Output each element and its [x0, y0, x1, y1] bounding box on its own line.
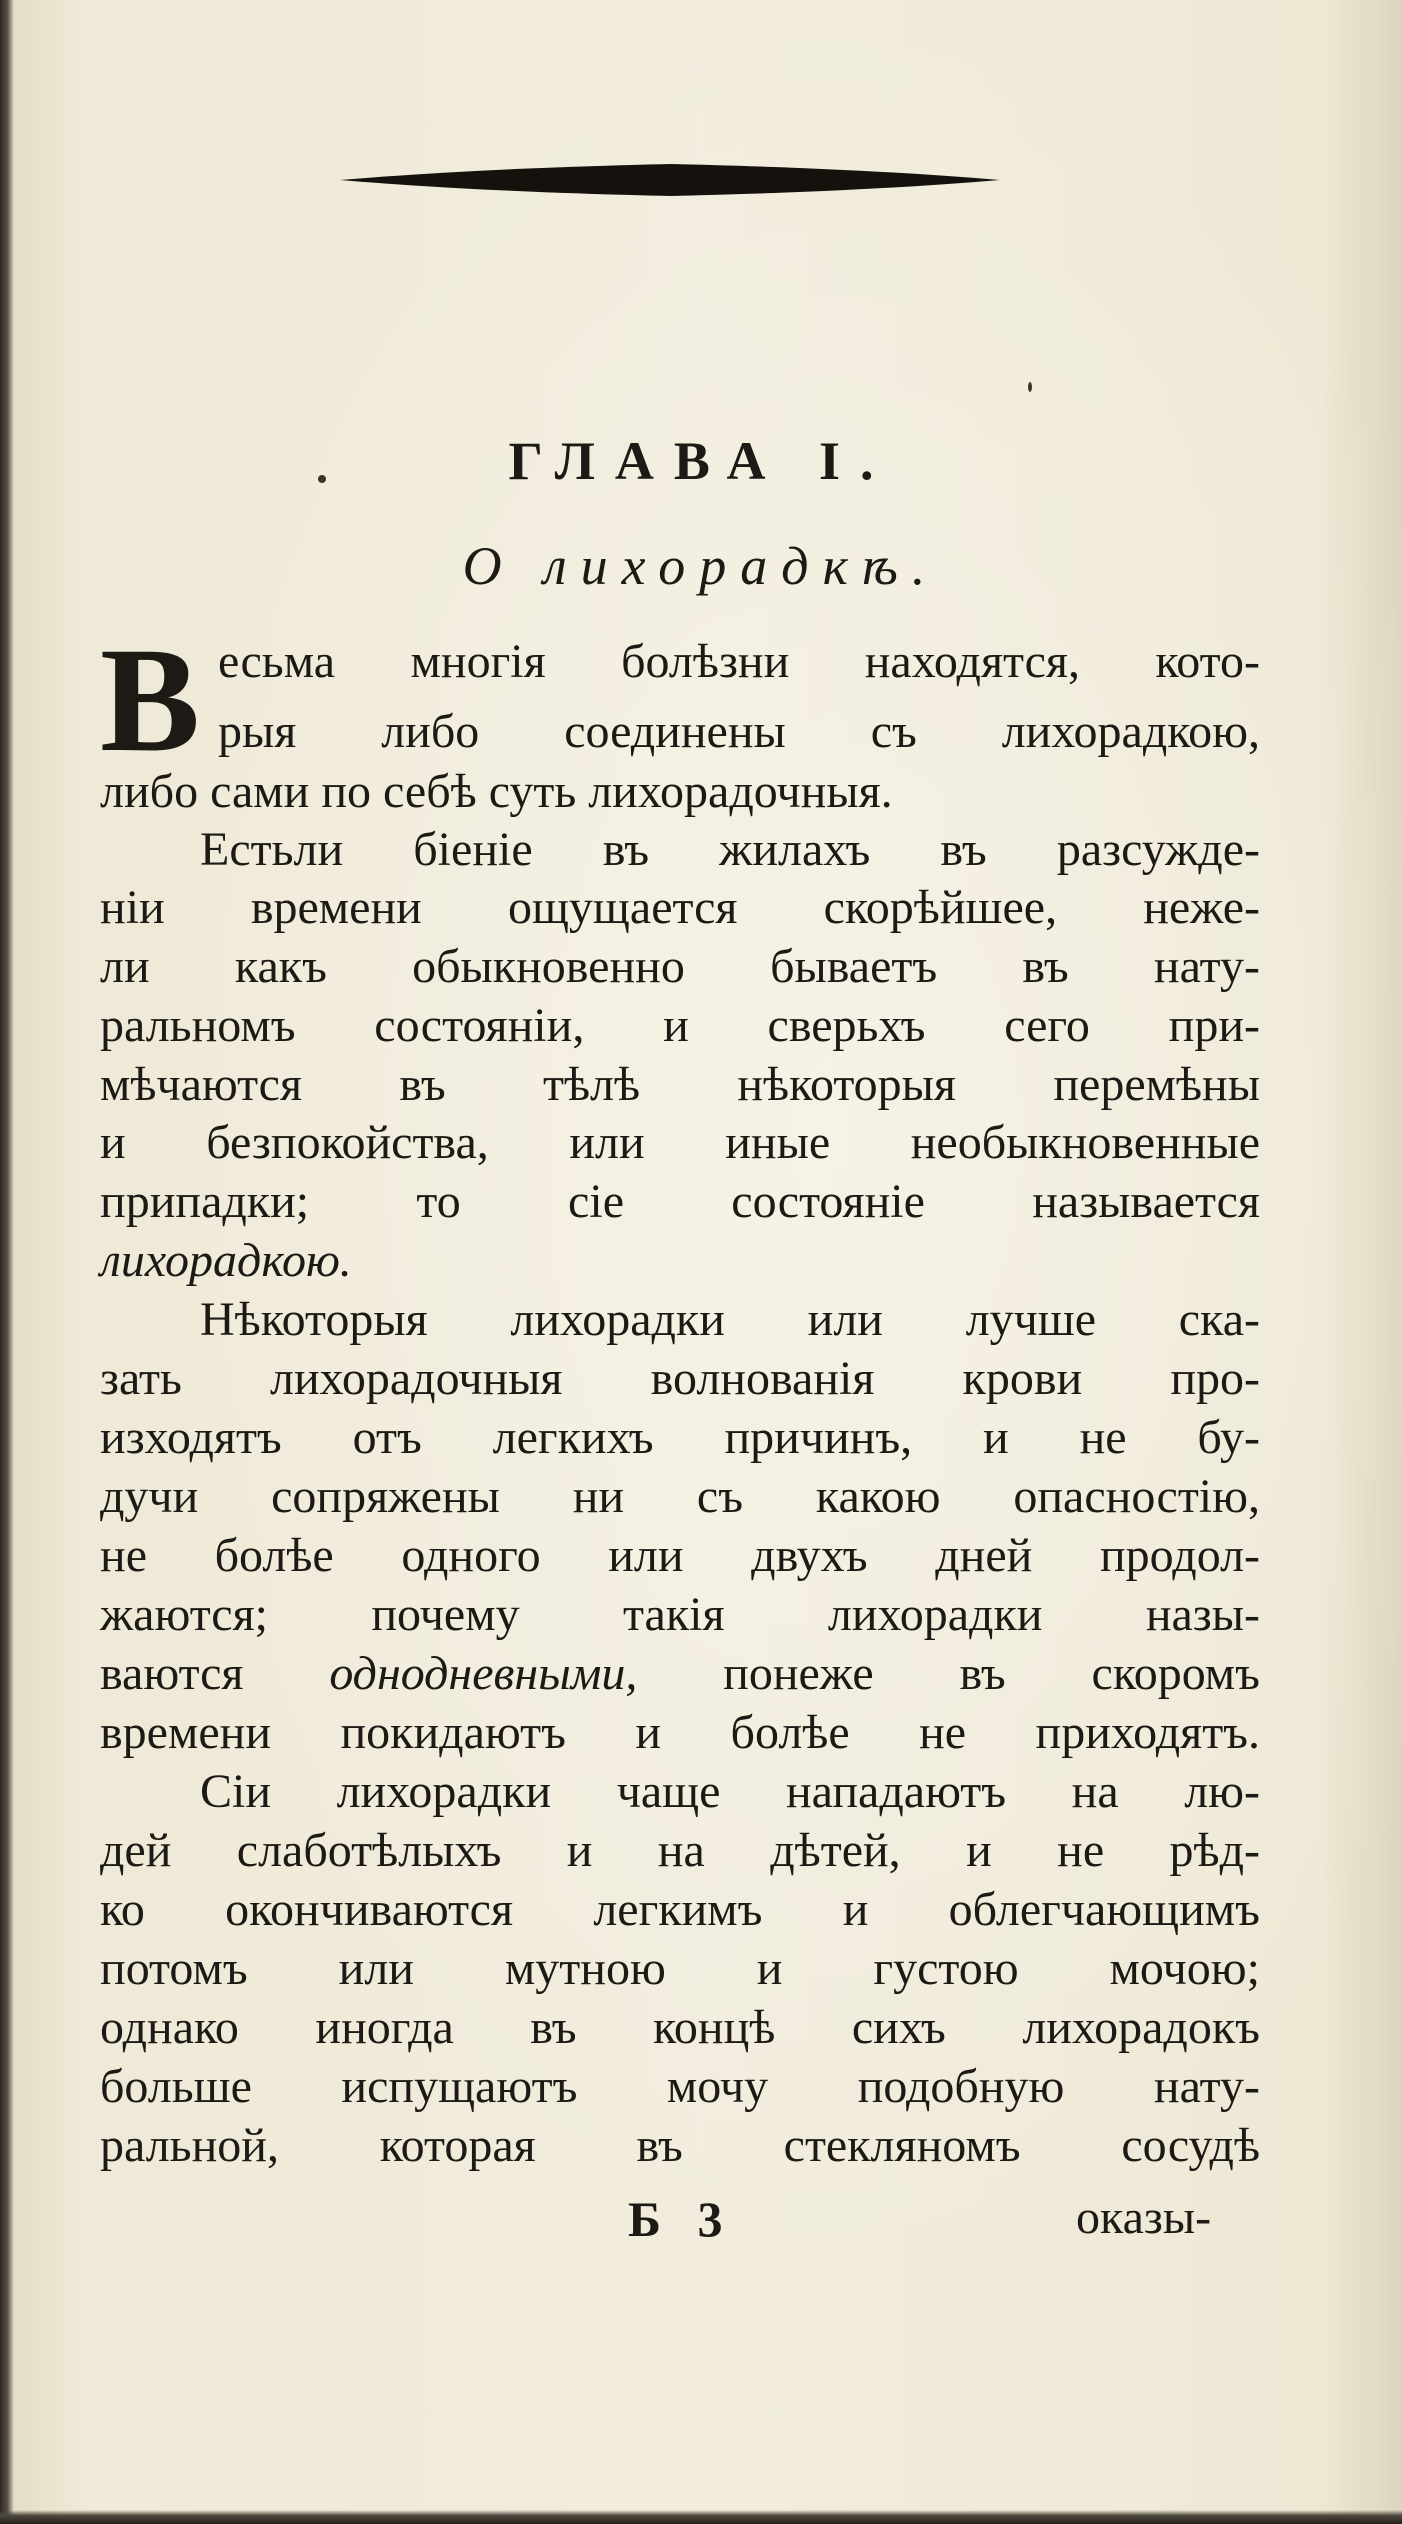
text-line: либо сами по себѣ суть лихорадочныя.	[100, 765, 893, 818]
text-line: Нѣкоторыя лихорадки или лучше ска-	[200, 1293, 1260, 1346]
text-line: припадки; то сiе состоянiе называется	[100, 1175, 1260, 1228]
text-line: времени покидаютъ и болѣе не приходятъ.	[100, 1706, 1260, 1759]
text-line: и безпокойства, или иные необыкновенные	[100, 1116, 1260, 1169]
text-line: однако иногда въ концѣ сихъ лихорадокъ	[100, 2001, 1260, 2054]
ink-speck	[1028, 382, 1032, 392]
drop-cap: В	[100, 617, 201, 783]
text-line: Естьли бiенiе въ жилахъ въ разсужде-	[200, 823, 1260, 876]
text-segment-italic: однодневными,	[329, 1647, 638, 1700]
page-left-edge-shadow	[0, 0, 14, 2524]
text-line: мѣчаются въ тѣлѣ нѣкоторыя перемѣны	[100, 1058, 1260, 1111]
page-bottom-edge-shadow	[0, 2510, 1402, 2524]
text-line: ли какъ обыкновенно бываетъ въ нату-	[100, 940, 1260, 993]
text-line	[100, 1644, 1260, 1704]
text-segment: ваются	[100, 1647, 244, 1700]
text-line: потомъ или мутною и густою мочою;	[100, 1942, 1260, 1995]
text-line: нiи времени ощущается скорѣйшее, неже-	[100, 881, 1260, 934]
text-line: дучи сопряжены ни съ какою опасностiю,	[100, 1470, 1260, 1523]
text-line: жаются; почему такiя лихорадки назы-	[100, 1588, 1260, 1641]
catchword: оказы-	[1076, 2191, 1212, 2244]
text-line: ральномъ состоянiи, и сверьхъ сего при-	[100, 999, 1260, 1052]
text-line: ральной, которая въ стекляномъ сосудѣ	[100, 2119, 1260, 2172]
text-line: не болѣе одного или двухъ дней продол-	[100, 1529, 1260, 1582]
text-line-italic: лихорадкою.	[100, 1234, 352, 1287]
text-line: зать лихорадочныя волнованiя крови про-	[100, 1352, 1260, 1405]
text-line: изходятъ отъ легкихъ причинъ, и не бу-	[100, 1411, 1260, 1464]
text-line: рыя либо соединены съ лихорадкою,	[218, 705, 1260, 758]
text-line: больше испущаютъ мочу подобную нату-	[100, 2060, 1260, 2113]
text-line: ко окончиваются легкимъ и облегчающимъ	[100, 1883, 1260, 1936]
text-line: дей слаботѣлыхъ и на дѣтей, и не рѣд-	[100, 1824, 1260, 1877]
signature-mark: Б 3	[628, 2191, 735, 2247]
text-segment: понеже въ скоромъ	[723, 1647, 1260, 1700]
chapter-subheading: О лихорадкѣ.	[462, 536, 940, 596]
chapter-heading: ГЛАВА I.	[508, 431, 894, 491]
text-line: Сiи лихорадки чаще нападаютъ на лю-	[200, 1765, 1260, 1818]
text-line: есьма многiя болѣзни находятся, кото-	[218, 635, 1260, 688]
headpiece-ornament	[340, 160, 1000, 200]
